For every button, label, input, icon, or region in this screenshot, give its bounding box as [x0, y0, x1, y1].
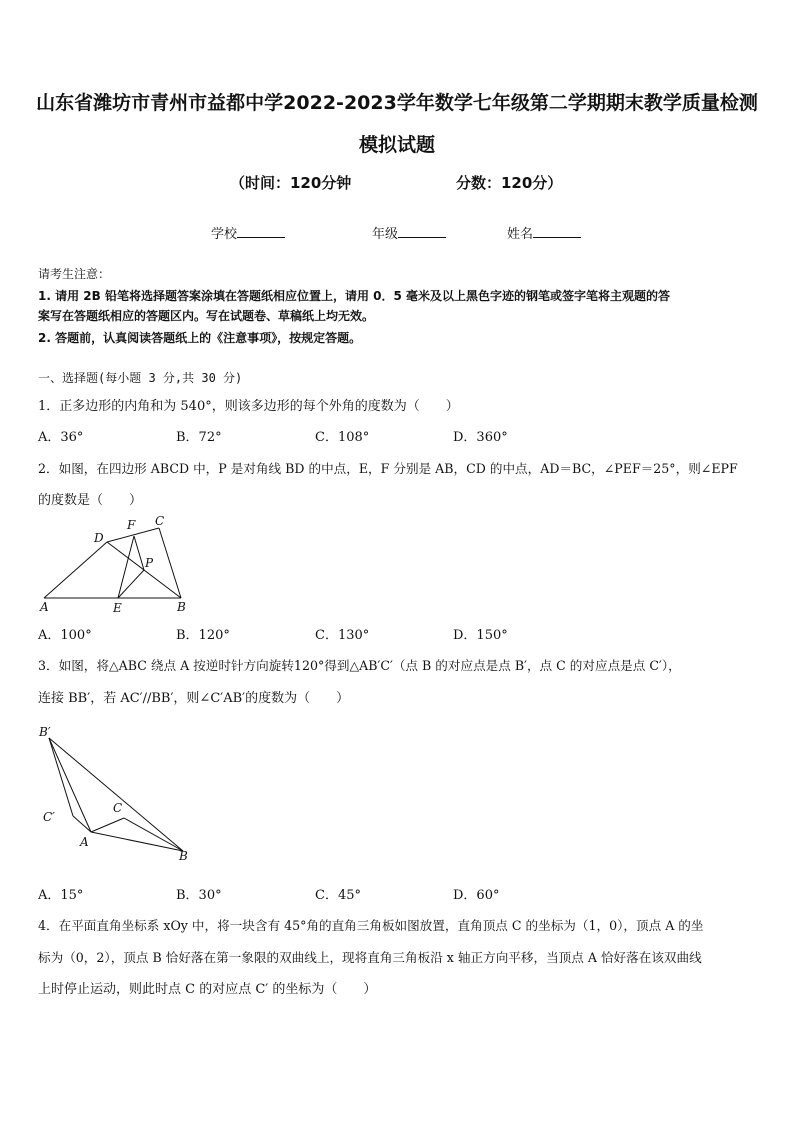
name-blank[interactable]	[533, 225, 581, 238]
question-4-line-2: 标为（0，2），顶点 B 恰好落在第一象限的双曲线上，现将直角三角板沿 x 轴正方向平移，当顶点 A 恰好落在该双曲线	[38, 950, 702, 965]
question-1-text: 1．正多边形的内角和为 540°，则该多边形的每个外角的度数为（ ）	[38, 399, 459, 414]
school-label: 学校	[211, 227, 238, 242]
name-label: 姓名	[507, 227, 534, 242]
notice-item-1-line-2: 案写在答题纸相应的答题区内。写在试题卷、草稿纸上均无效。	[38, 309, 375, 323]
grade-field	[372, 223, 446, 242]
q1-option-d[interactable]: D．360°	[453, 430, 508, 445]
label-c-prime: C′	[43, 810, 55, 824]
q3-option-c[interactable]: C．45°	[315, 888, 361, 903]
question-4-line-1: 4．在平面直角坐标系 xOy 中，将一块含有 45°角的直角三角板如图放置，直角顶点 C 的坐标为（1，0），顶点 A 的坐	[38, 918, 704, 933]
q3-rotation-figure	[36, 720, 198, 864]
q3-option-d[interactable]: D．60°	[453, 888, 500, 903]
grade-blank[interactable]	[398, 225, 446, 238]
school-blank[interactable]	[237, 225, 285, 238]
q2-option-a[interactable]: A．100°	[38, 628, 92, 643]
page-title: 山东省潍坊市青州市益都中学2022-2023学年数学七年级第二学期期末教学质量检测	[36, 92, 758, 114]
label-p: P	[145, 556, 154, 570]
q1-option-a[interactable]: A．36°	[38, 430, 84, 445]
segment-fp	[134, 536, 144, 570]
q2-quadrilateral-figure	[34, 512, 194, 618]
label-c: C	[155, 514, 165, 528]
notice-item-2: 2. 答题前，认真阅读答题纸上的《注意事项》，按规定答题。	[38, 331, 362, 345]
q2-option-d[interactable]: D．150°	[453, 628, 508, 643]
segment-ac	[91, 818, 124, 832]
notice-heading: 请考生注意：	[38, 267, 111, 281]
question-4-line-3: 上时停止运动，则此时点 C 的对应点 C′ 的坐标为（ ）	[38, 982, 377, 997]
label-c: C	[113, 801, 123, 815]
grade-label: 年级	[372, 227, 399, 242]
notice-item-1-line-1: 1. 请用 2B 铅笔将选择题答案涂填在答题纸相应位置上，请用 0．5 毫米及以上黑色字迹的钢笔或签字笔将主观题的答	[38, 289, 670, 303]
name-field	[507, 223, 581, 242]
label-b: B	[177, 600, 186, 614]
label-b-prime: B′	[39, 725, 51, 739]
segment-ab-prime	[49, 738, 91, 832]
segment-ad	[44, 542, 107, 598]
segment-b-prime-c-prime	[49, 738, 73, 816]
segment-ab	[91, 832, 183, 851]
q3-option-a[interactable]: A．15°	[38, 888, 84, 903]
page-title-line2: 模拟试题	[358, 134, 435, 156]
q2-option-b[interactable]: B．120°	[176, 628, 230, 643]
exam-time: （时间：120分钟	[230, 174, 352, 192]
q2-option-c[interactable]: C．130°	[315, 628, 370, 643]
exam-score: 分数：120分）	[456, 174, 563, 192]
q1-option-b[interactable]: B．72°	[176, 430, 222, 445]
segment-cb	[124, 818, 183, 851]
label-a: A	[80, 835, 89, 849]
question-3-line-2: 连接 BB′，若 AC′//BB′，则∠C′AB′的度数为（ ）	[38, 691, 350, 706]
school-field	[211, 223, 285, 242]
label-b: B	[179, 849, 188, 863]
segment-bb-prime	[49, 738, 183, 851]
question-2-line-2: 的度数是（ ）	[38, 493, 143, 508]
segment-cb	[159, 528, 181, 598]
section-heading: 一、选择题(每小题 3 分,共 30 分)	[38, 371, 243, 385]
q3-option-b[interactable]: B．30°	[176, 888, 222, 903]
q1-option-c[interactable]: C．108°	[315, 430, 370, 445]
label-f: F	[127, 518, 136, 532]
segment-ac-prime	[73, 816, 91, 832]
label-a: A	[40, 600, 49, 614]
question-2-line-1: 2．如图，在四边形 ABCD 中，P 是对角线 BD 的中点，E，F 分别是 AB，CD 的中点，AD＝BC，∠PEF＝25°，则∠EPF	[38, 461, 738, 476]
label-d: D	[94, 531, 104, 545]
label-e: E	[113, 601, 122, 615]
question-3-line-1: 3．如图，将△ABC 绕点 A 按逆时针方向旋转120°得到△AB′C′（点 B 的对应点是点 B′，点 C 的对应点是点 C′），	[38, 658, 681, 673]
